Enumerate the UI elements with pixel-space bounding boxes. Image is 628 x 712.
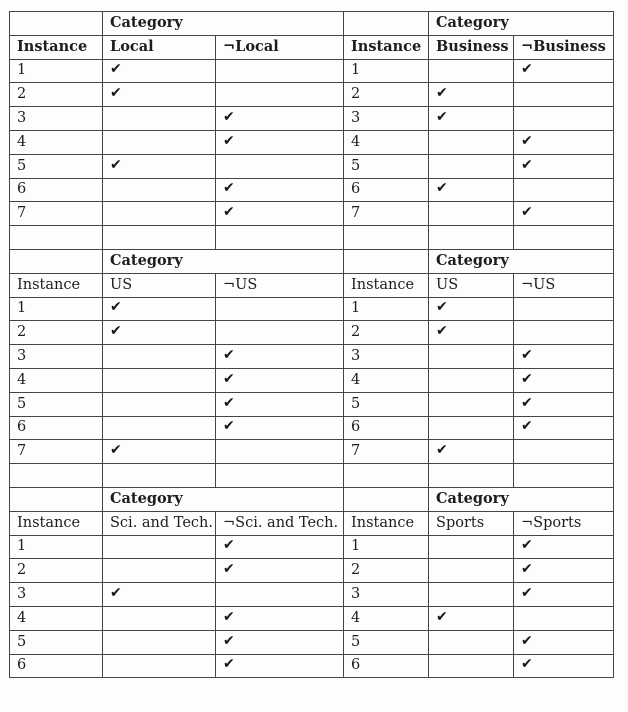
check-cell	[429, 440, 514, 464]
empty-mark-cell	[514, 606, 614, 630]
spacer-row	[10, 464, 614, 488]
corner-cell	[10, 249, 103, 273]
checkmark-icon: ✔	[521, 370, 533, 387]
instance-header-cell: Instance	[344, 511, 429, 535]
pos-category-header-cell: Local	[103, 35, 216, 59]
instance-number-cell: 5	[10, 392, 103, 416]
empty-mark-cell	[103, 107, 216, 131]
instance-row	[10, 297, 614, 321]
instance-row	[10, 83, 614, 107]
empty-mark-cell	[514, 440, 614, 464]
spacer-cell	[514, 464, 614, 488]
empty-mark-cell	[103, 535, 216, 559]
instance-number-cell: 4	[344, 130, 429, 154]
column-header-row	[10, 273, 614, 297]
pos-category-header-cell: Sci. and Tech.	[103, 511, 216, 535]
spacer-cell	[216, 464, 344, 488]
empty-mark-cell	[514, 107, 614, 131]
check-cell	[216, 368, 344, 392]
instance-row	[10, 583, 614, 607]
empty-mark-cell	[103, 654, 216, 678]
instance-number-cell: 4	[10, 130, 103, 154]
category-header-cell: Category	[103, 487, 344, 511]
instance-number-cell: 1	[10, 59, 103, 83]
check-cell	[514, 154, 614, 178]
spacer-cell	[344, 464, 429, 488]
empty-mark-cell	[103, 559, 216, 583]
instance-number-cell: 1	[344, 59, 429, 83]
empty-mark-cell	[429, 368, 514, 392]
checkmark-icon: ✔	[110, 585, 122, 602]
truth-tables-body	[10, 12, 614, 678]
check-cell	[514, 345, 614, 369]
empty-mark-cell	[216, 154, 344, 178]
neg-category-header-cell: ¬US	[514, 273, 614, 297]
instance-number-cell: 6	[344, 654, 429, 678]
instance-row	[10, 368, 614, 392]
instance-number-cell: 7	[344, 440, 429, 464]
instance-number-cell: 6	[10, 178, 103, 202]
check-cell	[514, 392, 614, 416]
instance-row	[10, 606, 614, 630]
instance-number-cell: 4	[10, 606, 103, 630]
empty-mark-cell	[429, 559, 514, 583]
category-row	[10, 487, 614, 511]
check-cell	[216, 654, 344, 678]
checkmark-icon: ✔	[223, 561, 235, 578]
check-cell	[216, 345, 344, 369]
empty-mark-cell	[429, 154, 514, 178]
instance-number-cell: 7	[344, 202, 429, 226]
empty-mark-cell	[429, 416, 514, 440]
checkmark-icon: ✔	[521, 632, 533, 649]
check-cell	[514, 654, 614, 678]
spacer-cell	[429, 464, 514, 488]
checkmark-icon: ✔	[521, 61, 533, 78]
checkmark-icon: ✔	[110, 156, 122, 173]
checkmark-icon: ✔	[223, 656, 235, 673]
checkmark-icon: ✔	[436, 299, 448, 316]
instance-row	[10, 130, 614, 154]
check-cell	[514, 59, 614, 83]
spacer-cell	[10, 464, 103, 488]
instance-number-cell: 6	[344, 178, 429, 202]
empty-mark-cell	[429, 630, 514, 654]
corner-cell	[344, 487, 429, 511]
instance-number-cell: 4	[344, 606, 429, 630]
checkmark-icon: ✔	[521, 132, 533, 149]
category-row	[10, 249, 614, 273]
instance-number-cell: 5	[10, 154, 103, 178]
instance-number-cell: 1	[10, 535, 103, 559]
empty-mark-cell	[429, 583, 514, 607]
empty-mark-cell	[216, 321, 344, 345]
empty-mark-cell	[216, 83, 344, 107]
instance-number-cell: 3	[10, 345, 103, 369]
instance-number-cell: 5	[344, 154, 429, 178]
category-row	[10, 12, 614, 36]
spacer-cell	[344, 226, 429, 250]
pos-category-header-cell: US	[103, 273, 216, 297]
checkmark-icon: ✔	[521, 204, 533, 221]
instance-number-cell: 1	[344, 535, 429, 559]
check-cell	[103, 440, 216, 464]
spacer-cell	[10, 226, 103, 250]
spacer-cell	[103, 226, 216, 250]
corner-cell	[344, 249, 429, 273]
check-cell	[429, 606, 514, 630]
instance-number-cell: 3	[10, 583, 103, 607]
neg-category-header-cell: ¬Business	[514, 35, 614, 59]
checkmark-icon: ✔	[110, 299, 122, 316]
instance-header-cell: Instance	[10, 35, 103, 59]
instance-number-cell: 1	[10, 297, 103, 321]
check-cell	[514, 559, 614, 583]
check-cell	[216, 392, 344, 416]
check-cell	[216, 559, 344, 583]
instance-row	[10, 154, 614, 178]
check-cell	[103, 583, 216, 607]
check-cell	[103, 154, 216, 178]
empty-mark-cell	[429, 392, 514, 416]
category-header-cell: Category	[103, 249, 344, 273]
instance-number-cell: 4	[10, 368, 103, 392]
checkmark-icon: ✔	[436, 109, 448, 126]
empty-mark-cell	[216, 59, 344, 83]
instance-number-cell: 5	[344, 392, 429, 416]
check-cell	[514, 583, 614, 607]
instance-number-cell: 5	[10, 630, 103, 654]
check-cell	[429, 83, 514, 107]
instance-number-cell: 3	[344, 345, 429, 369]
check-cell	[429, 178, 514, 202]
check-cell	[429, 107, 514, 131]
instance-row	[10, 202, 614, 226]
checkmark-icon: ✔	[223, 632, 235, 649]
check-cell	[216, 416, 344, 440]
check-cell	[514, 535, 614, 559]
check-cell	[216, 606, 344, 630]
checkmark-icon: ✔	[223, 347, 235, 364]
empty-mark-cell	[103, 202, 216, 226]
neg-category-header-cell: ¬Local	[216, 35, 344, 59]
instance-row	[10, 59, 614, 83]
instance-number-cell: 2	[344, 559, 429, 583]
pos-category-header-cell: Sports	[429, 511, 514, 535]
spacer-cell	[216, 226, 344, 250]
empty-mark-cell	[103, 630, 216, 654]
empty-mark-cell	[514, 297, 614, 321]
category-header-cell: Category	[429, 487, 614, 511]
checkmark-icon: ✔	[521, 585, 533, 602]
instance-number-cell: 2	[10, 321, 103, 345]
empty-mark-cell	[216, 583, 344, 607]
checkmark-icon: ✔	[436, 323, 448, 340]
empty-mark-cell	[103, 392, 216, 416]
instance-header-cell: Instance	[344, 35, 429, 59]
empty-mark-cell	[514, 321, 614, 345]
instance-number-cell: 5	[344, 630, 429, 654]
instance-number-cell: 6	[10, 416, 103, 440]
corner-cell	[344, 12, 429, 36]
check-cell	[103, 321, 216, 345]
checkmark-icon: ✔	[110, 323, 122, 340]
check-cell	[216, 202, 344, 226]
checkmark-icon: ✔	[110, 442, 122, 459]
check-cell	[514, 130, 614, 154]
pos-category-header-cell: Business	[429, 35, 514, 59]
checkmark-icon: ✔	[521, 394, 533, 411]
empty-mark-cell	[429, 345, 514, 369]
instance-number-cell: 1	[344, 297, 429, 321]
pos-category-header-cell: US	[429, 273, 514, 297]
instance-number-cell: 6	[344, 416, 429, 440]
checkmark-icon: ✔	[521, 156, 533, 173]
checkmark-icon: ✔	[521, 537, 533, 554]
checkmark-icon: ✔	[110, 61, 122, 78]
check-cell	[514, 202, 614, 226]
empty-mark-cell	[514, 178, 614, 202]
instance-header-cell: Instance	[344, 273, 429, 297]
neg-category-header-cell: ¬US	[216, 273, 344, 297]
instance-number-cell: 6	[10, 654, 103, 678]
checkmark-icon: ✔	[223, 132, 235, 149]
check-cell	[103, 83, 216, 107]
checkmark-icon: ✔	[223, 608, 235, 625]
empty-mark-cell	[429, 202, 514, 226]
instance-number-cell: 2	[344, 321, 429, 345]
checkmark-icon: ✔	[110, 85, 122, 102]
spacer-row	[10, 226, 614, 250]
check-cell	[216, 630, 344, 654]
classification-truth-tables	[9, 11, 614, 678]
instance-row	[10, 392, 614, 416]
check-cell	[216, 107, 344, 131]
empty-mark-cell	[429, 130, 514, 154]
instance-row	[10, 321, 614, 345]
checkmark-icon: ✔	[521, 561, 533, 578]
category-header-cell: Category	[429, 249, 614, 273]
empty-mark-cell	[103, 416, 216, 440]
instance-number-cell: 3	[344, 107, 429, 131]
check-cell	[216, 178, 344, 202]
instance-number-cell: 7	[10, 440, 103, 464]
check-cell	[103, 297, 216, 321]
instance-row	[10, 654, 614, 678]
empty-mark-cell	[103, 345, 216, 369]
empty-mark-cell	[216, 297, 344, 321]
empty-mark-cell	[103, 606, 216, 630]
instance-row	[10, 535, 614, 559]
checkmark-icon: ✔	[223, 537, 235, 554]
instance-row	[10, 440, 614, 464]
empty-mark-cell	[216, 440, 344, 464]
check-cell	[216, 130, 344, 154]
checkmark-icon: ✔	[521, 347, 533, 364]
check-cell	[514, 368, 614, 392]
category-header-cell: Category	[103, 12, 344, 36]
corner-cell	[10, 12, 103, 36]
instance-row	[10, 345, 614, 369]
neg-category-header-cell: ¬Sci. and Tech.	[216, 511, 344, 535]
instance-number-cell: 3	[344, 583, 429, 607]
checkmark-icon: ✔	[436, 442, 448, 459]
empty-mark-cell	[429, 654, 514, 678]
check-cell	[103, 59, 216, 83]
column-header-row	[10, 511, 614, 535]
instance-number-cell: 2	[344, 83, 429, 107]
checkmark-icon: ✔	[223, 370, 235, 387]
instance-row	[10, 178, 614, 202]
instance-header-cell: Instance	[10, 511, 103, 535]
instance-row	[10, 416, 614, 440]
checkmark-icon: ✔	[521, 656, 533, 673]
empty-mark-cell	[514, 83, 614, 107]
instance-number-cell: 2	[10, 83, 103, 107]
instance-number-cell: 2	[10, 559, 103, 583]
spacer-cell	[514, 226, 614, 250]
checkmark-icon: ✔	[223, 109, 235, 126]
spacer-cell	[103, 464, 216, 488]
spacer-cell	[429, 226, 514, 250]
check-cell	[429, 321, 514, 345]
corner-cell	[10, 487, 103, 511]
check-cell	[216, 535, 344, 559]
checkmark-icon: ✔	[223, 180, 235, 197]
instance-row	[10, 107, 614, 131]
instance-row	[10, 630, 614, 654]
checkmark-icon: ✔	[521, 418, 533, 435]
instance-row	[10, 559, 614, 583]
checkmark-icon: ✔	[436, 180, 448, 197]
checkmark-icon: ✔	[223, 418, 235, 435]
neg-category-header-cell: ¬Sports	[514, 511, 614, 535]
instance-number-cell: 3	[10, 107, 103, 131]
instance-number-cell: 7	[10, 202, 103, 226]
empty-mark-cell	[103, 178, 216, 202]
category-header-cell: Category	[429, 12, 614, 36]
empty-mark-cell	[429, 535, 514, 559]
checkmark-icon: ✔	[436, 85, 448, 102]
checkmark-icon: ✔	[223, 394, 235, 411]
column-header-row	[10, 35, 614, 59]
empty-mark-cell	[429, 59, 514, 83]
checkmark-icon: ✔	[436, 608, 448, 625]
instance-header-cell: Instance	[10, 273, 103, 297]
check-cell	[514, 630, 614, 654]
empty-mark-cell	[103, 368, 216, 392]
check-cell	[514, 416, 614, 440]
empty-mark-cell	[103, 130, 216, 154]
checkmark-icon: ✔	[223, 204, 235, 221]
check-cell	[429, 297, 514, 321]
instance-number-cell: 4	[344, 368, 429, 392]
